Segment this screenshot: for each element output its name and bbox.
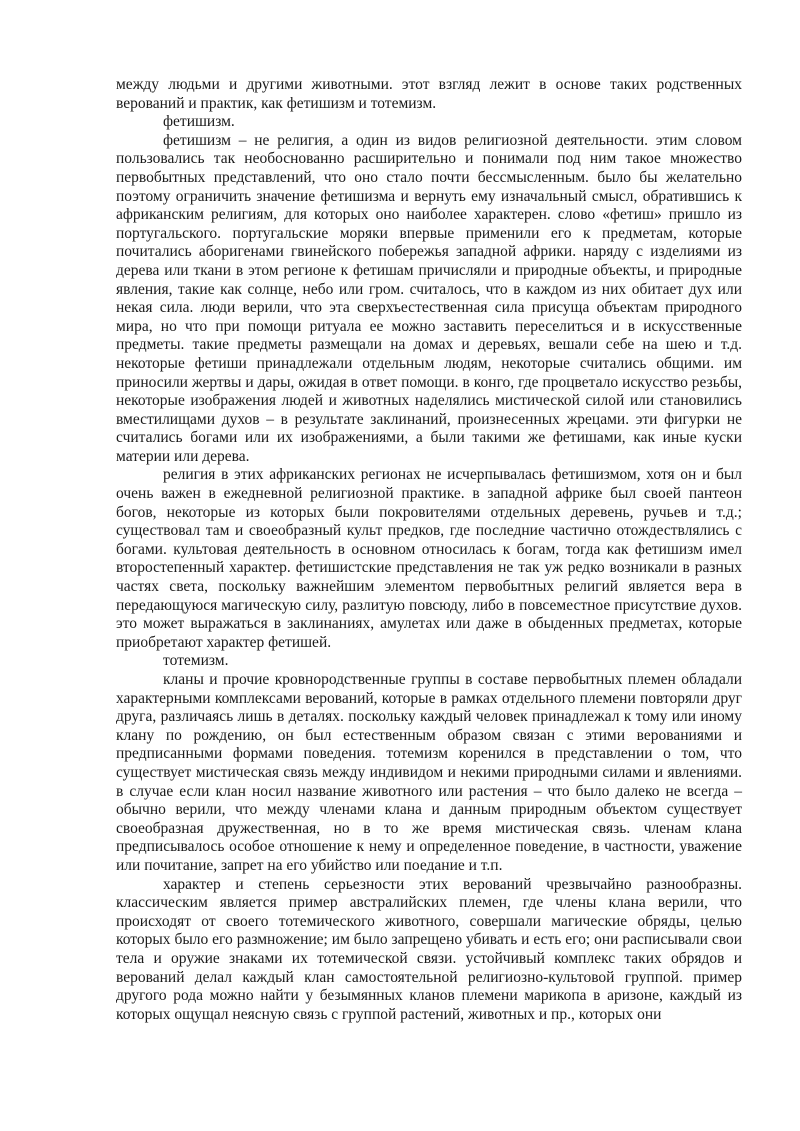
paragraph-continuation: между людьми и другими животными. этот взгляд лежит в основе таких родственных верований и практик, как фетишизм и тотемизм.	[116, 76, 742, 112]
paragraph-african-religion: религия в этих африканских регионах не исчерпывалась фетишизмом, хотя он и был очень важен в ежедневной религиозной практике. в западной африке был своей пантеон богов, некоторые из которых были покровителями отдельных деревень, ручьев и т.д.; существовал там и своеобразный культ предков, где последние частично отождествлялись с богами. культовая деятельность в основном относилась к богам, тогда как фетишизм имел второстепенный характер. фетишистские представления не так уж редко возникали в разных частях света, поскольку важнейшим элементом первобытных религий является вера в передающуюся магическую силу, разлитую повсюду, либо в повсеместное присутствие духов. это может выражаться в заклинаниях, амулетах или даже в обыденных предметах, которые приобретают характер фетишей.	[116, 466, 742, 651]
paragraph-clans: кланы и прочие кровнородственные группы в составе первобытных племен обладали характерными комплексами верований, которые в рамках отдельного племени повторяли друг друга, различаясь лишь в деталях. поскольку каждый человек принадлежал к тому или иному клану по рождению, он был естественным образом связан с этими верованиями и предписанными формами поведения. тотемизм коренился в представлении о том, что существует мистическая связь между индивидом и некими природными силами и явлениями. в случае если клан носил название животного или растения – что было далеко не всегда – обычно верили, что между членами клана и данным природным объектом существует своеобразная дружественная, но в то же время мистическая связь. членам клана предписывалось особое отношение к нему и определенное поведение, в частности, уважение или почитание, запрет на его убийство или поедание и т.п.	[116, 671, 742, 874]
paragraph-fetishism-definition: фетишизм – не религия, а один из видов религиозной деятельности. этим словом пользовались так необоснованно расширительно и понимали под ним такое множество первобытных представлений, что оно стало почти бессмысленным. было бы желательно поэтому ограничить значение фетишизма и вернуть ему изначальный смысл, обратившись к африканским религиям, для которых оно наиболее характерен. слово «фетиш» пришло из португальского. португальские моряки впервые применили его к предметам, которые почитались аборигенами гвинейского побережья западной африки. наряду с изделиями из дерева или ткани в этом регионе к фетишам причисляли и природные объекты, и природные явления, такие как солнце, небо или гром. считалось, что в каждом из них обитает дух или некая сила. люди верили, что эта сверхъестественная сила присуща объектам природного мира, но что при помощи ритуала ее можно заставить переселиться и в искусственные предметы. такие предметы размещали на домах и деревьях, вешали себе на шею и т.д. некоторые фетиши принадлежали отдельным людям, некоторые считались общими. им приносили жертвы и дары, ожидая в ответ помощи. в конго, где процветало искусство резьбы, некоторые изображения людей и животных наделялись мистической силой или становились вместилищами духов – в результате заклинаний, произнесенных жрецами. эти фигурки не считались богами или их изображениями, а были такими же фетишами, как иные куски материи или дерева.	[116, 131, 742, 465]
section-heading-fetishism: фетишизм.	[163, 113, 235, 131]
document-page	[116, 76, 742, 1024]
paragraph-totem-beliefs: характер и степень серьезности этих верований чрезвычайно разнообразны. классическим является пример австралийских племен, где члены клана верили, что происходят от своего тотемического животного, совершали магические обряды, целью которых было его размножение; им было запрещено убивать и есть его; они расписывали свои тела и оружие знаками их тотемической связи. устойчивый комплекс таких обрядов и верований делал каждый клан самостоятельной религиозно-культовой группой. пример другого рода можно найти у безымянных кланов племени марикопа в аризоне, каждый из которых ощущал неясную связь с группой растений, животных и пр., которых они	[116, 875, 742, 1023]
section-heading-totemism: тотемизм.	[163, 652, 229, 670]
